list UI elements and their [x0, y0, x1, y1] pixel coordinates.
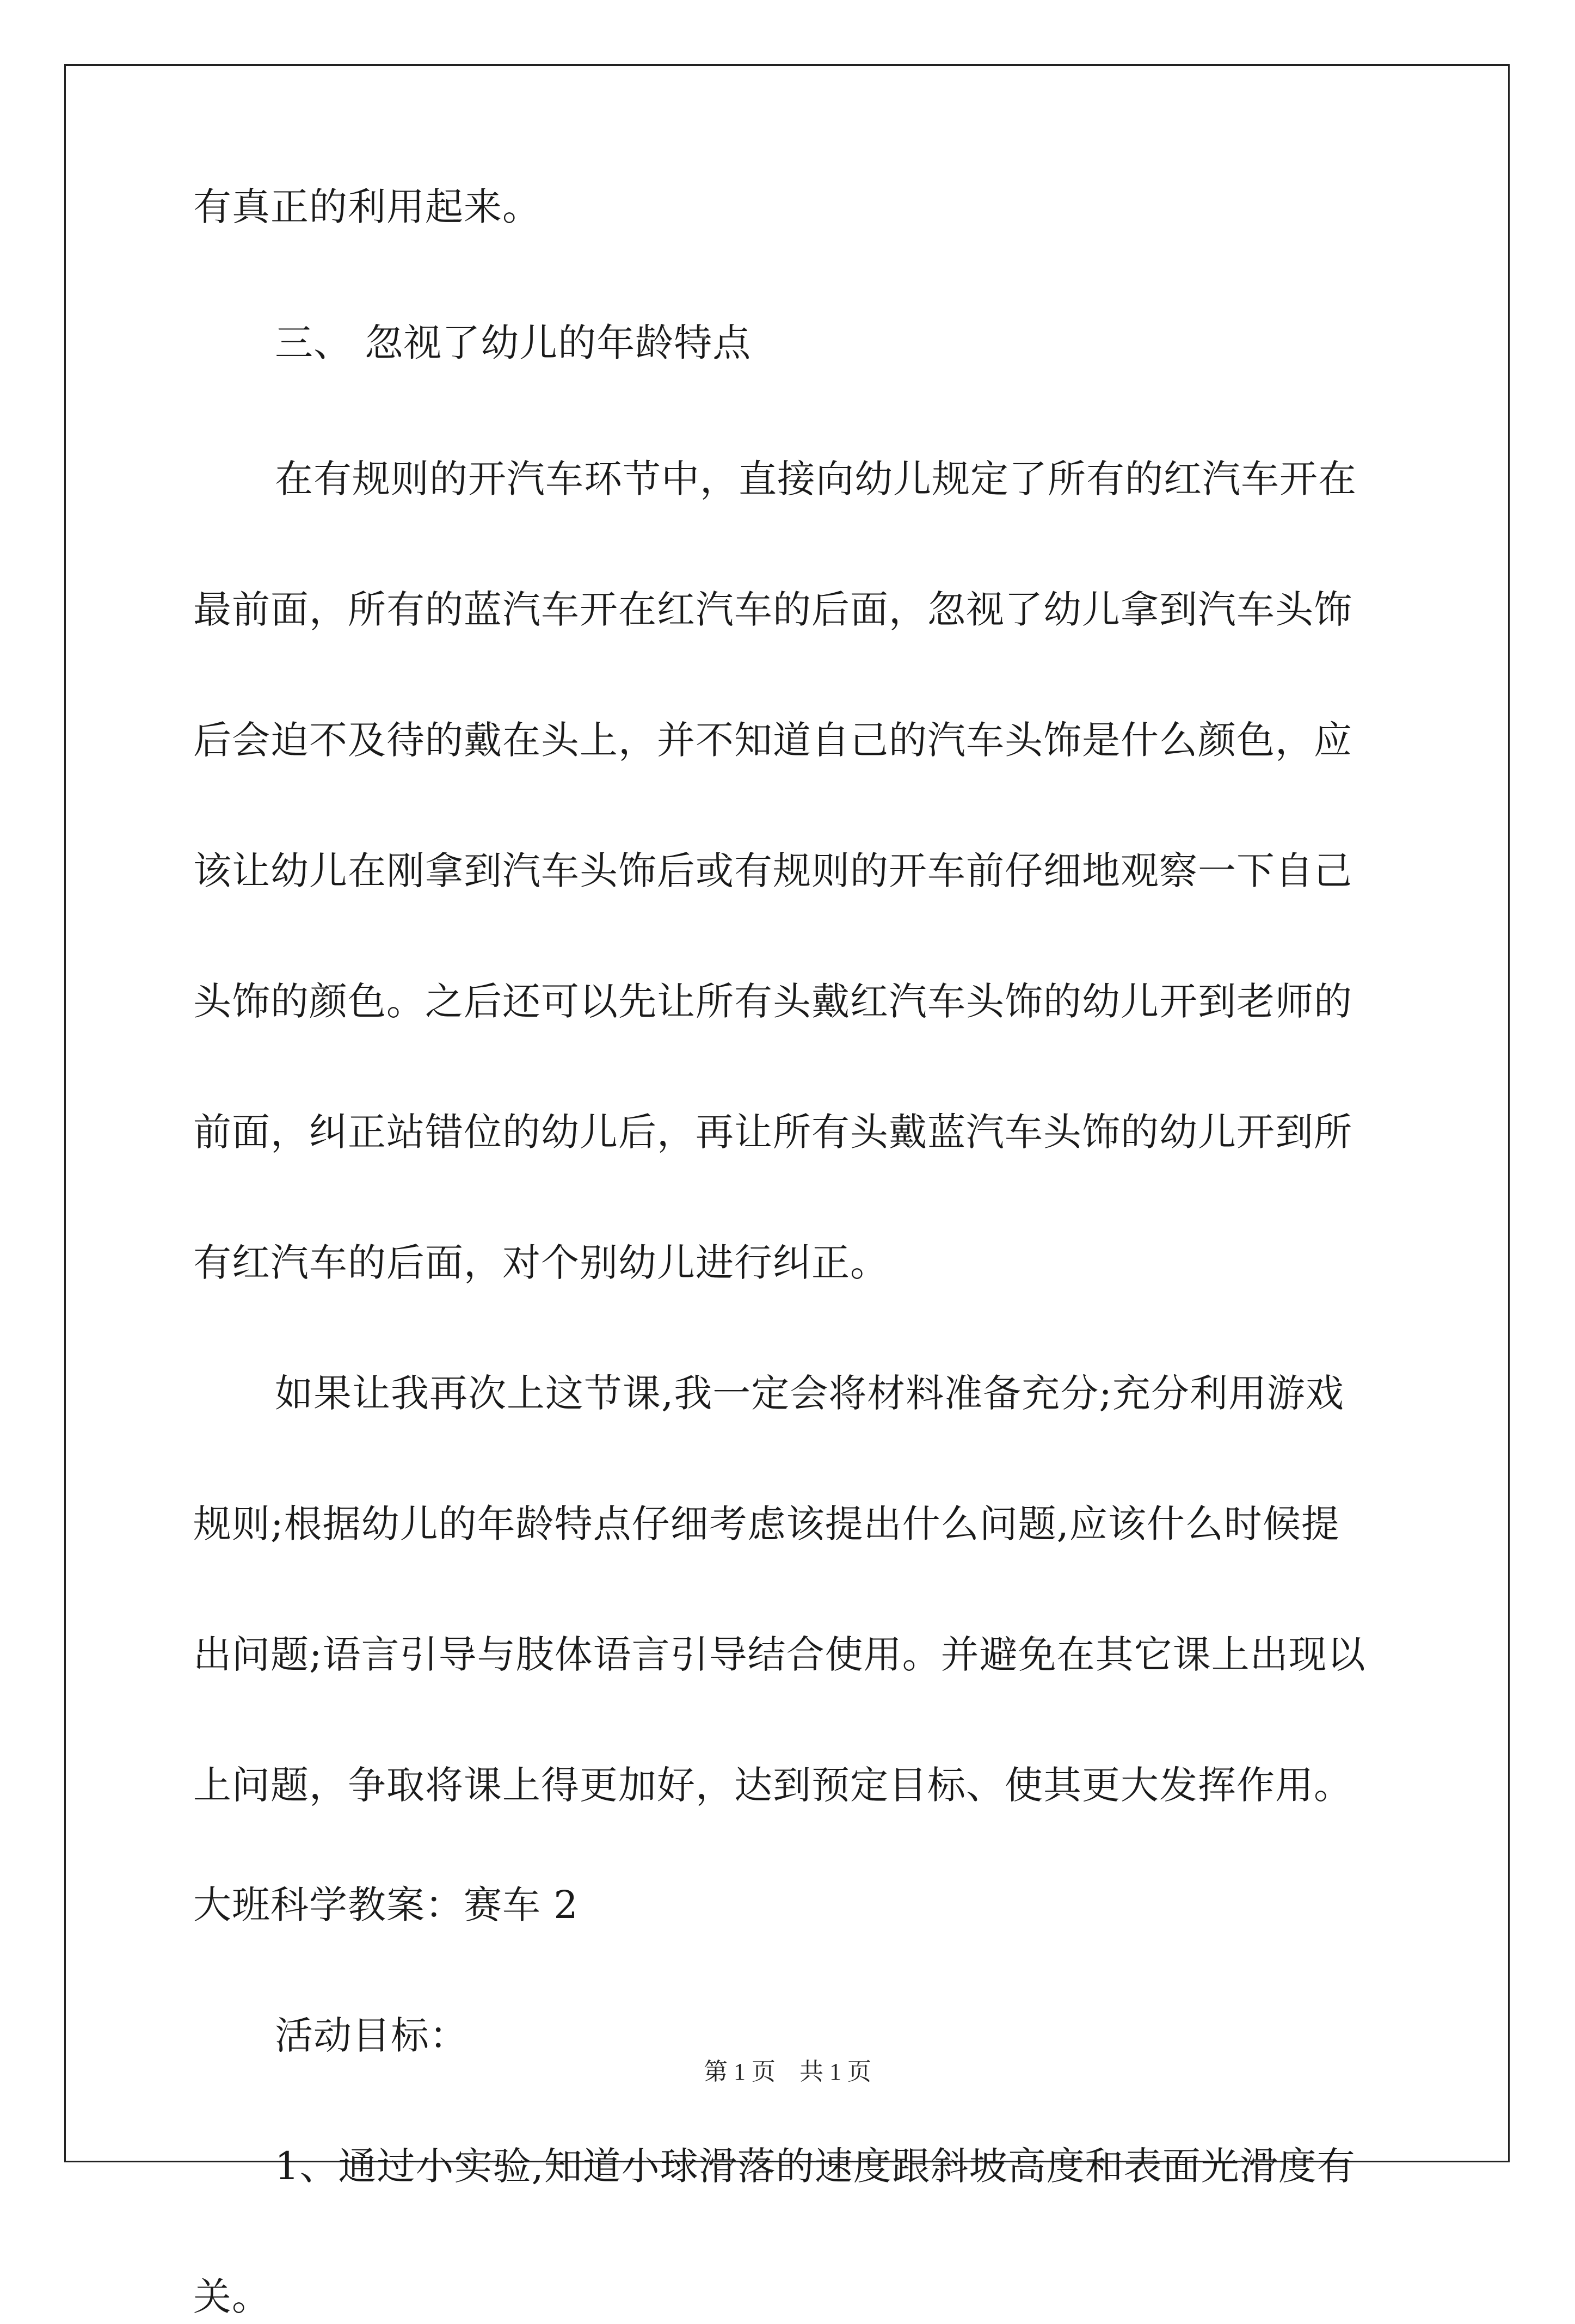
document-subtitle: 大班科学教案：赛车 2 [193, 1883, 579, 1927]
section-heading: 活动目标： [275, 2013, 468, 2058]
paragraph-line: 最前面，所有的蓝汽车开在红汽车的后面，忽视了幼儿拿到汽车头饰 [193, 587, 1352, 632]
paragraph-line: 关。 [193, 2274, 270, 2319]
paragraph-line: 如果让我再次上这节课,我一定会将材料准备充分;充分利用游戏 [275, 1371, 1344, 1416]
paragraph-line: 后会迫不及待的戴在头上，并不知道自己的汽车头饰是什么颜色，应 [193, 718, 1352, 763]
paragraph-line: 有红汽车的后面，对个别幼儿进行纠正。 [193, 1240, 889, 1285]
paragraph-line: 该让幼儿在刚拿到汽车头饰后或有规则的开车前仔细地观察一下自己 [193, 849, 1352, 893]
section-heading: 三、 忽视了幼儿的年龄特点 [275, 321, 752, 365]
page-footer: 第 1 页 共 1 页 [704, 2058, 871, 2085]
paragraph-line: 有真正的利用起来。 [193, 185, 541, 229]
paragraph-line: 前面，纠正站错位的幼儿后，再让所有头戴蓝汽车头饰的幼儿开到所 [193, 1110, 1352, 1154]
paragraph-line: 上问题，争取将课上得更加好，达到预定目标、使其更大发挥作用。 [193, 1763, 1352, 1807]
paragraph-line: 出问题;语言引导与肢体语言引导结合使用。并避免在其它课上出现以 [193, 1632, 1366, 1677]
paragraph-line: 1、通过小实验,知道小球滑落的速度跟斜坡高度和表面光滑度有 [275, 2144, 1356, 2188]
paragraph-line: 规则;根据幼儿的年龄特点仔细考虑该提出什么问题,应该什么时候提 [193, 1502, 1340, 1546]
paragraph-line: 头饰的颜色。之后还可以先让所有头戴红汽车头饰的幼儿开到老师的 [193, 979, 1352, 1024]
paragraph-line: 在有规则的开汽车环节中，直接向幼儿规定了所有的红汽车开在 [275, 457, 1357, 501]
